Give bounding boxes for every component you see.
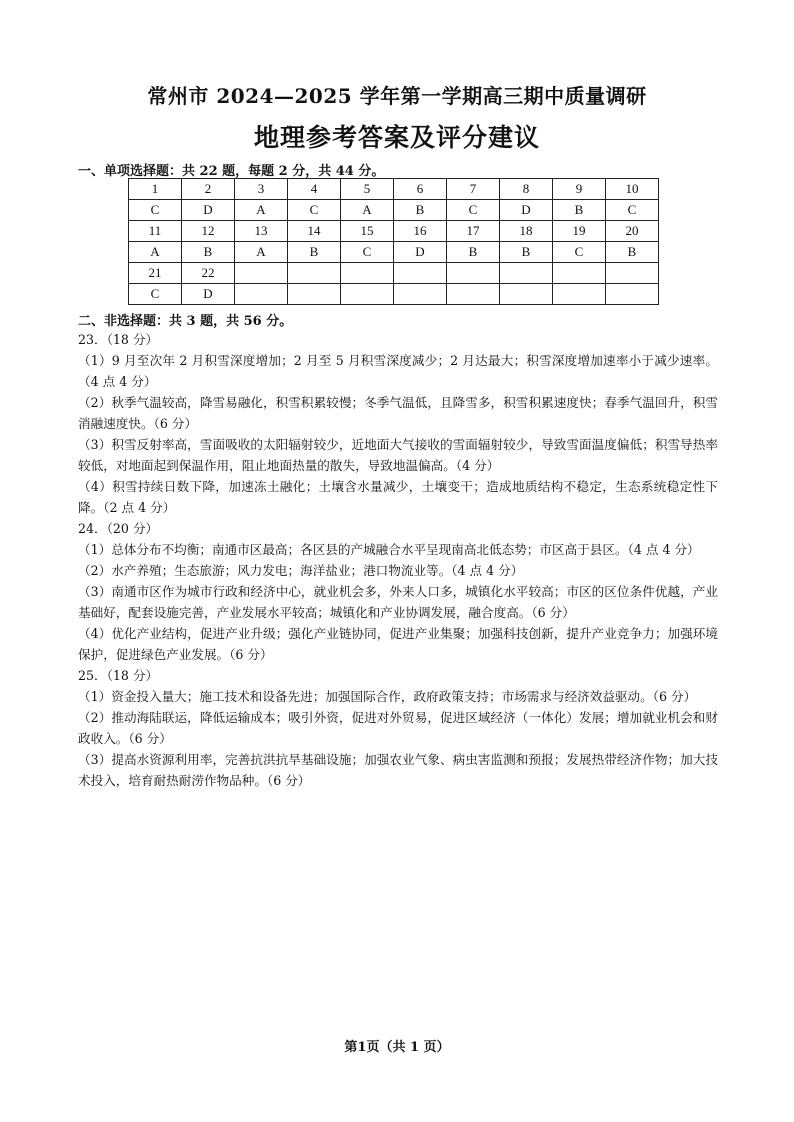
question-number-cell: 7 <box>447 179 500 200</box>
answer-cell: A <box>341 200 394 221</box>
question-number-cell: 3 <box>235 179 288 200</box>
answer-cell: C <box>341 242 394 263</box>
answer-table-row <box>129 200 659 221</box>
question-number-cell: 2 <box>182 179 235 200</box>
q23-answer-1: （1）9 月至次年 2 月积雪深度增加；2 月至 5 月积雪深度减少；2 月达最大；积雪深度增加速率小于减少速率。（4 点 4 分） <box>78 353 718 389</box>
answer-cell <box>394 284 447 305</box>
q24-answer-3: （3）南通市区作为城市行政和经济中心，就业机会多，外来人口多，城镇化水平较高；市区的区位条件优越，产业基础好，配套设施完善，产业发展水平较高；城镇化和产业协调发展，融合度高。（6 分） <box>78 584 718 620</box>
document-subtitle: 地理参考答案及评分建议 <box>253 123 540 152</box>
answer-table-row <box>129 263 659 284</box>
question-number-cell: 1 <box>129 179 182 200</box>
answer-table-row <box>129 221 659 242</box>
page-number: 第1页（共 1 页） <box>344 1040 450 1055</box>
answer-table <box>128 178 659 305</box>
question-number-cell <box>447 263 500 284</box>
answer-table-row <box>129 242 659 263</box>
answer-cell <box>553 284 606 305</box>
question-number-cell: 5 <box>341 179 394 200</box>
question-number-cell: 11 <box>129 221 182 242</box>
answer-cell <box>341 284 394 305</box>
question-number-cell <box>394 263 447 284</box>
answer-cell: D <box>394 242 447 263</box>
question-number-cell: 6 <box>394 179 447 200</box>
question-number-cell: 22 <box>182 263 235 284</box>
question-number-cell: 12 <box>182 221 235 242</box>
answer-cell: B <box>394 200 447 221</box>
answer-cell: D <box>182 200 235 221</box>
answer-cell: A <box>129 242 182 263</box>
question-number-cell: 19 <box>553 221 606 242</box>
question-number-cell: 4 <box>288 179 341 200</box>
question-number-cell: 14 <box>288 221 341 242</box>
answer-cell: C <box>606 200 659 221</box>
q25-answer-2: （2）推动海陆联运，降低运输成本；吸引外资，促进对外贸易，促进区域经济（一体化）发展；增加就业机会和财政收入。（6 分） <box>78 710 718 746</box>
document-title: 常州市 2024—2025 学年第一学期高三期中质量调研 <box>147 84 647 108</box>
answer-cell <box>288 284 341 305</box>
q25-answer-1: （1）资金投入量大；施工技术和设备先进；加强国际合作，政府政策支持；市场需求与经济效益驱动。（6 分） <box>78 689 697 704</box>
question-number-cell <box>500 263 553 284</box>
answer-cell: D <box>500 200 553 221</box>
answer-cell: C <box>288 200 341 221</box>
answer-cell: C <box>129 200 182 221</box>
question-number-cell <box>341 263 394 284</box>
answer-cell: C <box>447 200 500 221</box>
question-number-cell: 20 <box>606 221 659 242</box>
q23-answer-2: （2）秋季气温较高，降雪易融化，积雪积累较慢；冬季气温低，且降雪多，积雪积累速度快；春季气温回升，积雪消融速度快。（6 分） <box>78 395 718 431</box>
answer-cell: B <box>606 242 659 263</box>
answer-table-row <box>129 284 659 305</box>
answer-cell: B <box>553 200 606 221</box>
answer-cell: B <box>447 242 500 263</box>
answer-cell <box>447 284 500 305</box>
question-number-cell: 15 <box>341 221 394 242</box>
answer-cell: B <box>182 242 235 263</box>
q23-heading: 23．（18 分） <box>78 332 159 347</box>
answer-cell <box>606 284 659 305</box>
section1-heading: 一、单项选择题：共 22 题，每题 2 分，共 44 分。 <box>78 164 385 179</box>
answer-cell: C <box>129 284 182 305</box>
answer-cell: A <box>235 242 288 263</box>
q23-answer-4: （4）积雪持续日数下降，加速冻土融化；土壤含水量减少，土壤变干；造成地质结构不稳定，生态系统稳定性下降。（2 点 4 分） <box>78 479 718 515</box>
question-number-cell: 17 <box>447 221 500 242</box>
answer-cell <box>235 284 288 305</box>
answer-cell: A <box>235 200 288 221</box>
q23-answer-3: （3）积雪反射率高，雪面吸收的太阳辐射较少，近地面大气接收的雪面辐射较少，导致雪面温度偏低；积雪导热率较低，对地面起到保温作用，阻止地面热量的散失，导致地温偏高。（4 分） <box>78 437 718 473</box>
answer-body <box>78 329 718 791</box>
q24-answer-1: （1）总体分布不均衡；南通市区最高；各区县的产城融合水平呈现南高北低态势；市区高于县区。（4 点 4 分） <box>78 542 700 557</box>
answer-cell: C <box>553 242 606 263</box>
question-number-cell <box>235 263 288 284</box>
question-number-cell: 21 <box>129 263 182 284</box>
q25-answer-3: （3）提高水资源利用率，完善抗洪抗旱基础设施；加强农业气象、病虫害监测和预报；发展热带经济作物；加大技术投入，培育耐热耐涝作物品种。（6 分） <box>78 752 718 788</box>
question-number-cell: 16 <box>394 221 447 242</box>
question-number-cell <box>553 263 606 284</box>
question-number-cell <box>606 263 659 284</box>
q24-answer-4: （4）优化产业结构，促进产业升级；强化产业链协同，促进产业集聚；加强科技创新，提升产业竞争力；加强环境保护，促进绿色产业发展。（6 分） <box>78 626 718 662</box>
answer-cell: B <box>288 242 341 263</box>
q24-heading: 24．（20 分） <box>78 521 159 536</box>
question-number-cell: 10 <box>606 179 659 200</box>
answer-cell: D <box>182 284 235 305</box>
question-number-cell: 18 <box>500 221 553 242</box>
answer-cell <box>500 284 553 305</box>
section2-heading: 二、非选择题：共 3 题，共 56 分。 <box>78 314 293 329</box>
answer-cell: B <box>500 242 553 263</box>
q24-answer-2: （2）水产养殖；生态旅游；风力发电；海洋盐业；港口物流业等。（4 点 4 分） <box>78 563 524 578</box>
question-number-cell <box>288 263 341 284</box>
question-number-cell: 9 <box>553 179 606 200</box>
answer-table-row <box>129 179 659 200</box>
question-number-cell: 13 <box>235 221 288 242</box>
q25-heading: 25．（18 分） <box>78 668 159 683</box>
question-number-cell: 8 <box>500 179 553 200</box>
